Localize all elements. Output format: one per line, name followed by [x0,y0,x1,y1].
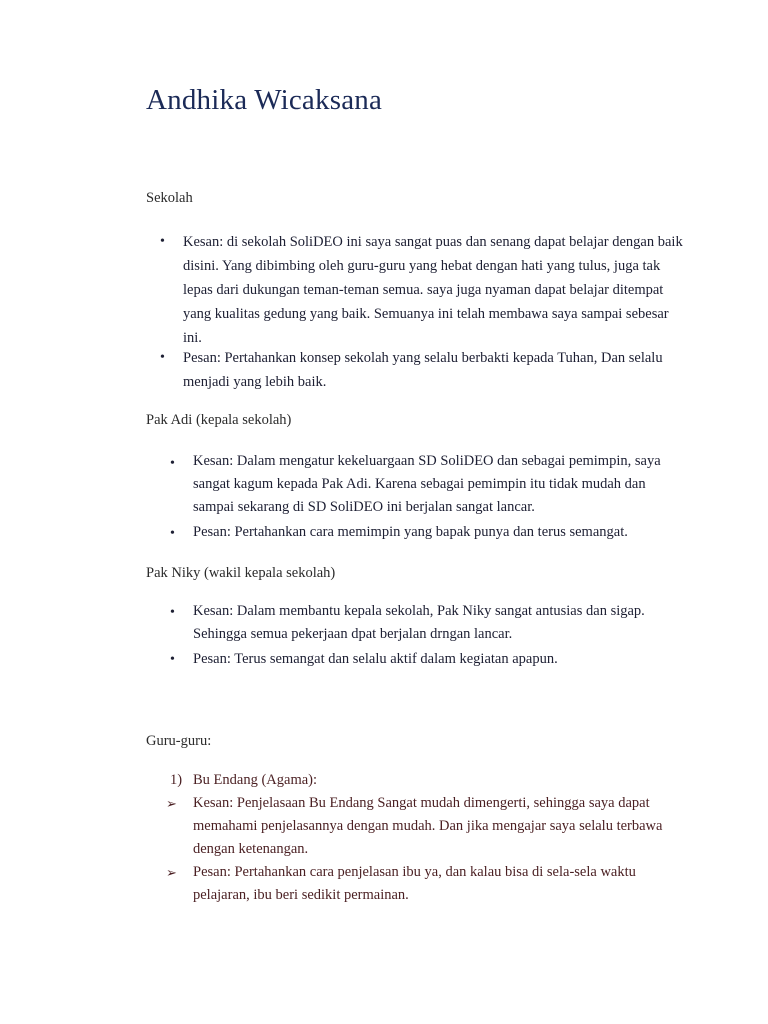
numbered-label: 1) [170,772,183,788]
section-heading-sekolah: Sekolah [146,190,193,206]
list-item-bu-endang-kesan [193,792,662,861]
text-line: Sehingga semua pekerjaan dpat berjalan drngan lancar. [193,626,513,642]
text-line: Kesan: Penjelasaan Bu Endang Sangat mudah dimengerti, sehingga saya dapat [193,795,650,811]
text-line: Pesan: Terus semangat dan selalu aktif dalam kegiatan apapun. [193,651,558,667]
arrow-bullet-icon: ➢ [166,866,177,881]
text-line: pelajaran, ibu beri sedikit permainan. [193,887,409,903]
bullet-icon: • [160,350,165,365]
document-title: Andhika Wicaksana [146,84,383,116]
text-line: lepas dari dukungan teman-teman semua. saya juga nyaman dapat belajar ditempat [183,282,664,298]
text-line: menjadi yang lebih baik. [183,374,327,390]
list-item-pak-niky-kesan [193,600,645,646]
list-item-bu-endang-pesan [193,861,636,907]
text-line: sangat kagum kepada Pak Adi. Karena sebagai pemimpin itu tidak mudah dan [193,476,646,492]
list-item-pak-adi-kesan [193,450,661,519]
section-heading-pak-niky: Pak Niky (wakil kepala sekolah) [146,565,336,581]
text-line: Kesan: Dalam membantu kepala sekolah, Pak Niky sangat antusias dan sigap. [193,603,645,619]
section-heading-guru-guru: Guru-guru: [146,733,212,749]
bullet-icon: • [160,234,165,249]
text-line: ini. [183,330,202,346]
list-item-sekolah-pesan [183,346,663,394]
bullet-icon: • [170,526,175,541]
bullet-icon: • [170,605,175,620]
text-line: sampai sekarang di SD SoliDEO ini berjalan sangat lancar. [193,499,535,515]
text-line: Pesan: Pertahankan cara memimpin yang bapak punya dan terus semangat. [193,524,628,540]
teacher-name-bu-endang: Bu Endang (Agama): [193,772,318,788]
text-line: Pesan: Pertahankan konsep sekolah yang selalu berbakti kepada Tuhan, Dan selalu [183,350,663,366]
bullet-icon: • [170,652,175,667]
text-line: Kesan: Dalam mengatur kekeluargaan SD SoliDEO dan sebagai pemimpin, saya [193,453,661,469]
list-item-pak-adi-pesan [193,520,628,544]
list-item-pak-niky-pesan [193,647,558,671]
section-heading-pak-adi: Pak Adi (kepala sekolah) [146,412,292,428]
text-line: dengan ketenangan. [193,841,309,857]
text-line: yang kualitas gedung yang baik. Semuanya ini telah membawa saya sampai sebesar [183,306,669,322]
list-item-sekolah-kesan [183,230,683,350]
text-line: memahami penjelasannya dengan mudah. Dan jika mengajar saya selalu terbawa [193,818,663,834]
text-line: Pesan: Pertahankan cara penjelasan ibu ya, dan kalau bisa di sela-sela waktu [193,864,636,880]
text-line: disini. Yang dibimbing oleh guru-guru yang hebat dengan hati yang tulus, juga tak [183,258,661,274]
bullet-icon: • [170,456,175,471]
arrow-bullet-icon: ➢ [166,797,177,812]
text-line: Kesan: di sekolah SoliDEO ini saya sangat puas dan senang dapat belajar dengan baik [183,234,683,250]
